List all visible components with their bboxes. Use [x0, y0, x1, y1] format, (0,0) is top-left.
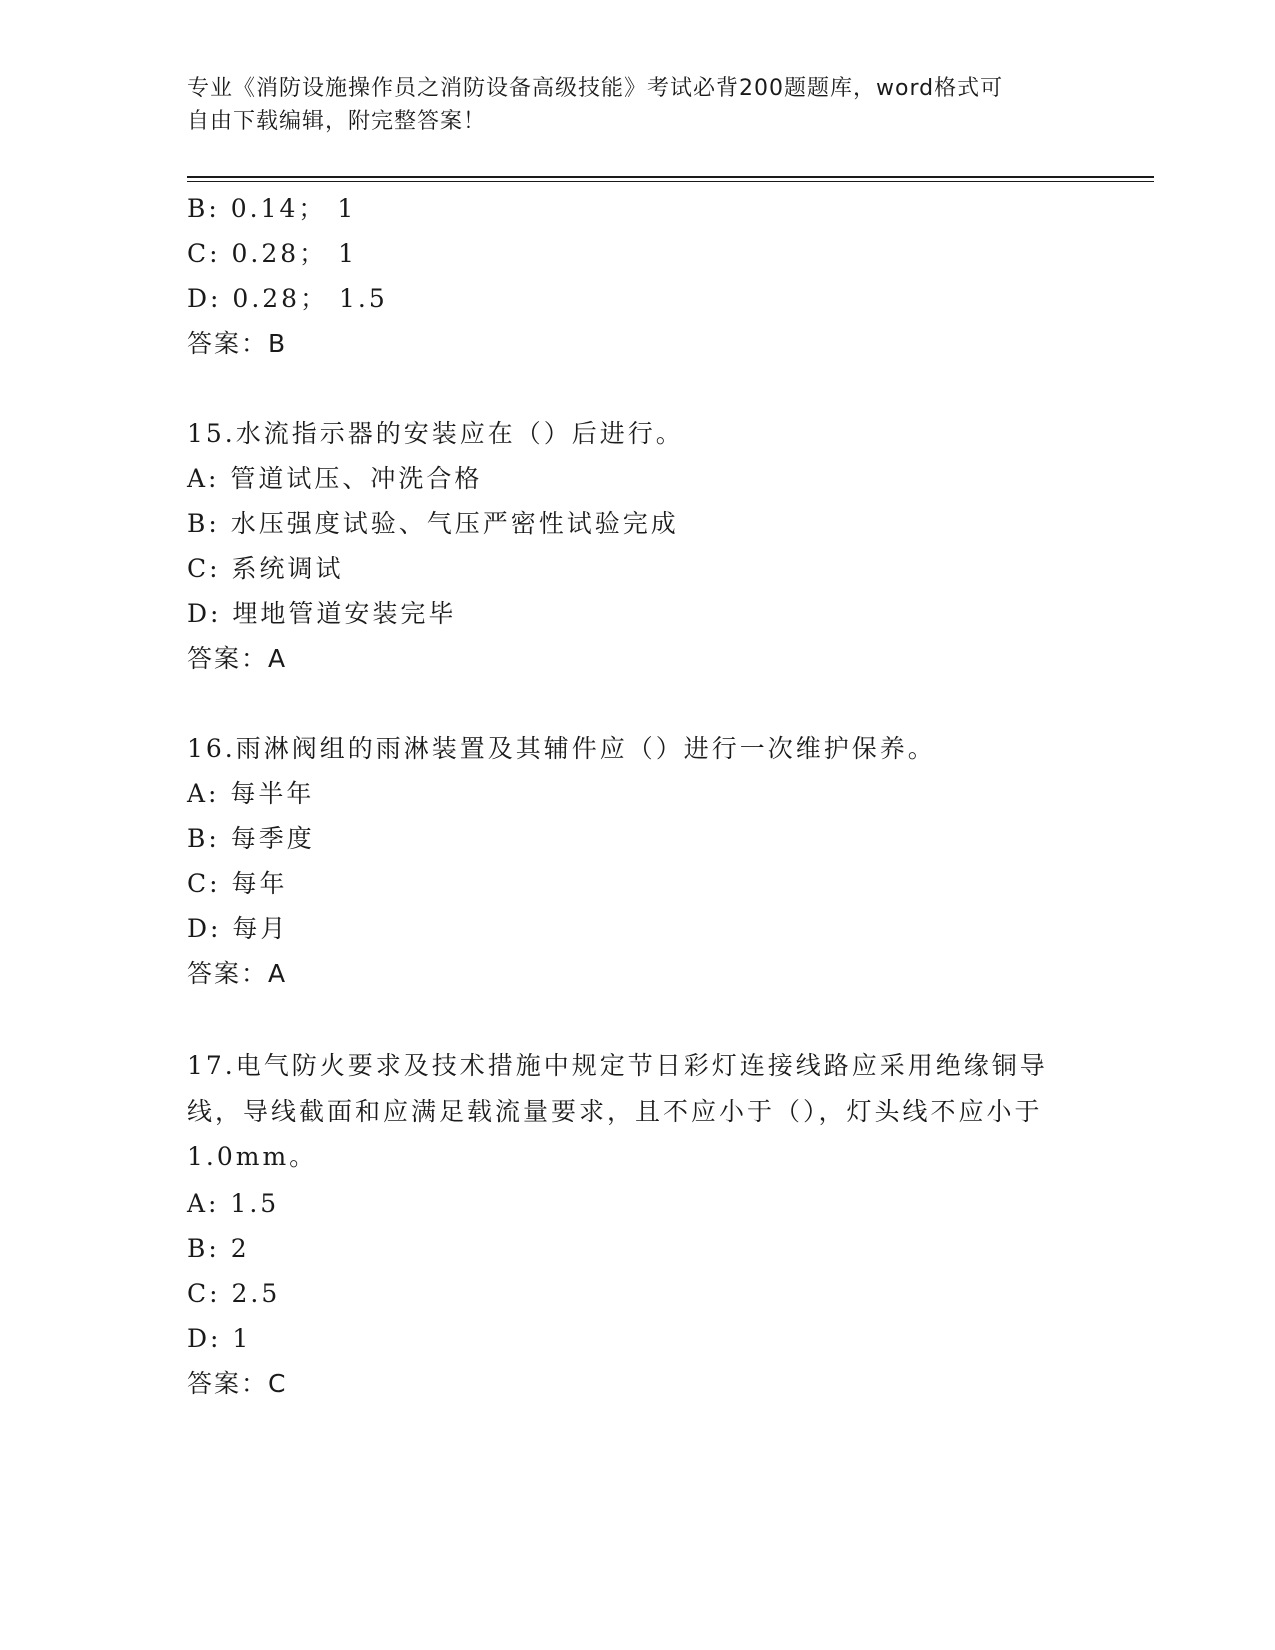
q17-option-b: B: 2 [187, 1234, 250, 1263]
q16-question: 16.雨淋阀组的雨淋装置及其辅件应（）进行一次维护保养。 [187, 734, 936, 763]
q16-option-c: C: 每年 [187, 869, 288, 898]
header-divider-thick [187, 176, 1154, 178]
q17-option-a: A: 1.5 [187, 1189, 280, 1218]
header-line-1: 专业《消防设施操作员之消防设备高级技能》考试必背200题题库，word格式可 [187, 76, 1004, 101]
q15-question: 15.水流指示器的安装应在（）后进行。 [187, 419, 684, 448]
q16-option-d: D: 每月 [187, 914, 289, 943]
q15-option-a: A: 管道试压、冲洗合格 [187, 464, 483, 493]
q15-option-d: D: 埋地管道安装完毕 [187, 599, 457, 628]
q17-question: 17.电气防火要求及技术措施中规定节日彩灯连接线路应采用绝缘铜导线，导线截面和应满足载流量要求，且不应小于（），灯头线不应小于1.0mm。 [187, 1051, 1048, 1171]
q15-option-b: B: 水压强度试验、气压严密性试验完成 [187, 509, 679, 538]
q17-option-c: C: 2.5 [187, 1279, 281, 1308]
q14-answer: 答案：B [187, 329, 288, 358]
q15-answer: 答案：A [187, 644, 288, 673]
q14-option-c: C: 0.28； 1 [187, 239, 358, 268]
header-divider-thin [187, 181, 1154, 182]
header-line-2: 自由下载编辑，附完整答案！ [187, 109, 487, 134]
q16-option-a: A: 每半年 [187, 779, 315, 808]
q16-option-b: B: 每季度 [187, 824, 315, 853]
q14-option-d: D: 0.28； 1.5 [187, 284, 388, 313]
q17-option-d: D: 1 [187, 1324, 252, 1353]
q15-option-c: C: 系统调试 [187, 554, 344, 583]
q14-option-b: B: 0.14； 1 [187, 194, 357, 223]
q16-answer: 答案：A [187, 959, 288, 988]
document-header [187, 72, 1067, 138]
q17-answer: 答案：C [187, 1369, 288, 1398]
